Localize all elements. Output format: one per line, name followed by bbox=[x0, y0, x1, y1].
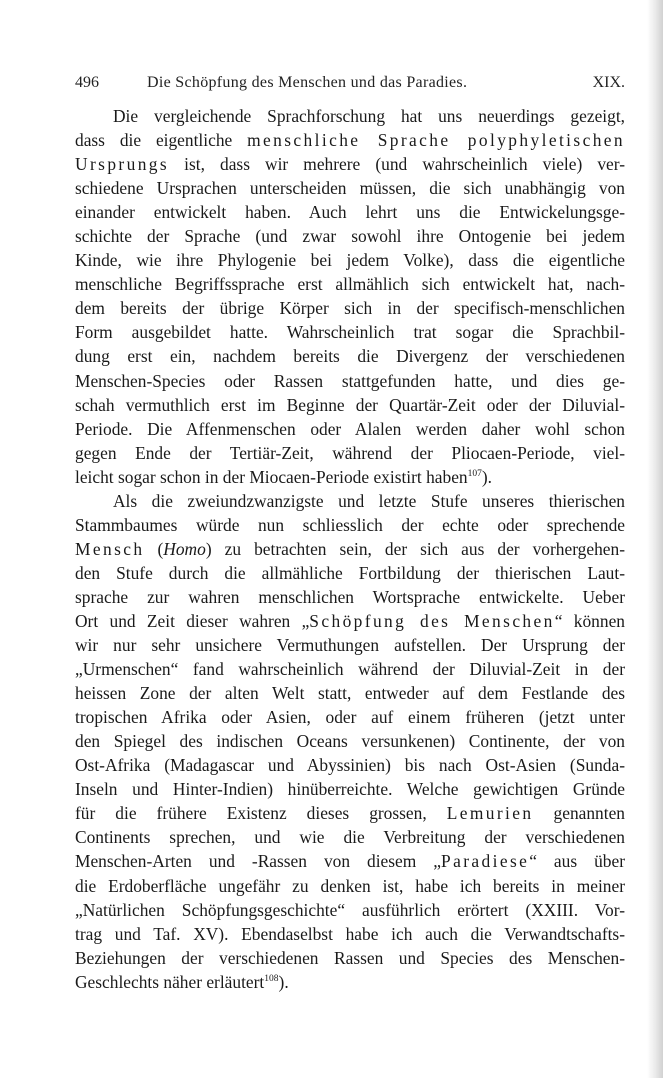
footnote-ref: 107 bbox=[467, 468, 482, 479]
text-segment: schiedene Ursprachen unterscheiden müssen, die sich unabhängig von bbox=[75, 178, 625, 199]
spaced-emphasis: Paradiese bbox=[441, 851, 530, 872]
spaced-emphasis: Schöpfung des Menschen bbox=[309, 610, 555, 631]
text-line bbox=[75, 417, 625, 441]
text-segment: sprache zur wahren menschlichen Wortsprache entwickelte. Ueber bbox=[75, 586, 625, 607]
running-header bbox=[75, 74, 625, 100]
text-line bbox=[75, 369, 625, 393]
running-title: Die Schöpfung des Menschen und das Paradies. bbox=[147, 74, 468, 91]
text-line bbox=[75, 393, 625, 417]
text-line bbox=[75, 200, 625, 224]
text-segment: die Erdoberfläche ungefähr zu denken ist, habe ich bereits in meiner bbox=[75, 875, 625, 896]
text-line bbox=[75, 537, 625, 561]
text-segment: für die frühere Existenz dieses grossen, bbox=[75, 803, 447, 824]
text-segment: tropischen Afrika oder Asien, oder auf einem früheren (jetzt unter bbox=[75, 707, 625, 728]
text-line bbox=[75, 344, 625, 368]
text-line bbox=[75, 657, 625, 681]
spaced-emphasis: Lemurien bbox=[446, 803, 534, 824]
text-line bbox=[75, 681, 625, 705]
text-line bbox=[75, 898, 625, 922]
text-line bbox=[75, 946, 625, 970]
text-segment: schichte der Sprache (und zwar sowohl ihre Ontogenie bei jedem bbox=[75, 226, 625, 247]
text-segment: ). bbox=[481, 466, 493, 487]
chapter-number: XIX. bbox=[592, 74, 625, 91]
text-segment: leicht sogar schon in der Miocaen-Periode existirt haben bbox=[75, 466, 468, 487]
text-segment: „Natürlichen Schöpfungsgeschichte“ ausführlich erörtert (XXIII. Vor- bbox=[75, 899, 625, 920]
text-line bbox=[75, 970, 625, 994]
text-line bbox=[75, 513, 625, 537]
italic-term: Homo bbox=[163, 538, 206, 559]
page-edge-shadow bbox=[647, 0, 663, 1078]
text-line bbox=[75, 753, 625, 777]
text-segment: Continents sprechen, und wie die Verbreitung der verschiedenen bbox=[75, 827, 625, 848]
text-line bbox=[75, 489, 625, 513]
text-line bbox=[75, 777, 625, 801]
text-segment: ist, dass wir mehrere (und wahrscheinlich viele) ver- bbox=[169, 154, 625, 175]
text-line bbox=[75, 874, 625, 898]
text-segment: menschliche Begriffssprache erst allmählich sich entwickelt hat, nach- bbox=[75, 274, 625, 295]
text-line bbox=[75, 248, 625, 272]
text-line bbox=[75, 825, 625, 849]
text-segment: Beziehungen der verschiedenen Rassen und Species des Menschen- bbox=[75, 947, 625, 968]
text-line bbox=[75, 633, 625, 657]
text-line bbox=[75, 296, 625, 320]
text-line bbox=[75, 320, 625, 344]
text-segment: Form ausgebildet hatte. Wahrscheinlich trat sogar die Sprachbil- bbox=[75, 322, 625, 343]
text-segment: Als die zweiundzwanzigste und letzte Stufe unseres thierischen bbox=[113, 490, 625, 511]
text-segment: dem bereits der übrige Körper sich in der specifisch-menschlichen bbox=[75, 298, 625, 319]
text-line bbox=[75, 152, 625, 176]
text-segment: „Urmenschen“ fand wahrscheinlich während der Diluvial-Zeit in der bbox=[75, 659, 625, 680]
text-segment: Menschen-Arten und -Rassen von diesem „ bbox=[75, 851, 441, 872]
text-line bbox=[75, 441, 625, 465]
text-line bbox=[75, 801, 625, 825]
text-line bbox=[75, 176, 625, 200]
footnote-ref: 108 bbox=[264, 973, 279, 984]
text-line bbox=[75, 104, 625, 128]
text-segment: den Spiegel des indischen Oceans versunkenen) Continente, der von bbox=[75, 731, 625, 752]
text-segment: heissen Zone der alten Welt statt, entweder auf dem Festlande des bbox=[75, 683, 625, 704]
text-line bbox=[75, 272, 625, 296]
text-segment: Inseln und Hinter-Indien) hinüberreichte. Welche gewichtigen Gründe bbox=[75, 779, 625, 800]
text-segment: dung erst ein, nachdem bereits die Divergenz der verschiedenen bbox=[75, 346, 625, 367]
text-segment: Periode. Die Affenmenschen oder Alalen werden daher wohl schon bbox=[75, 418, 625, 439]
text-segment: schah vermuthlich erst im Beginne der Quartär-Zeit oder der Diluvial- bbox=[75, 394, 625, 415]
text-line bbox=[75, 922, 625, 946]
text-segment: ). bbox=[278, 971, 289, 992]
text-segment: den Stufe durch die allmähliche Fortbildung der thierischen Laut- bbox=[75, 562, 625, 583]
text-line bbox=[75, 128, 625, 152]
text-segment: Die vergleichende Sprachforschung hat uns neuerdings gezeigt, bbox=[113, 106, 625, 126]
text-line bbox=[75, 849, 625, 873]
text-segment: Menschen-Species oder Rassen stattgefunden hatte, und dies ge- bbox=[75, 370, 625, 391]
text-line bbox=[75, 465, 625, 489]
text-line bbox=[75, 585, 625, 609]
spaced-emphasis: Ursprungs bbox=[75, 154, 170, 175]
text-segment: genannten bbox=[533, 803, 625, 824]
spaced-emphasis: Mensch bbox=[75, 538, 145, 559]
text-segment: Ort und Zeit dieser wahren „ bbox=[75, 610, 310, 631]
page-number: 496 bbox=[75, 74, 99, 91]
text-segment: Stammbaumes würde nun schliesslich der echte oder sprechende bbox=[75, 514, 625, 535]
text-segment: Geschlechts näher erläutert bbox=[75, 971, 265, 992]
text-segment: “ können bbox=[554, 610, 625, 631]
body-text bbox=[75, 104, 625, 994]
text-segment: Kinde, wie ihre Phylogenie bei jedem Volke), dass die eigentliche bbox=[75, 250, 625, 271]
text-line bbox=[75, 705, 625, 729]
spaced-emphasis: menschliche Sprache polyphyletischen bbox=[247, 130, 625, 151]
text-segment: einander entwickelt haben. Auch lehrt uns die Entwickelungsge- bbox=[75, 202, 625, 223]
text-segment: wir nur sehr unsichere Vermuthungen aufstellen. Der Ursprung der bbox=[75, 635, 625, 656]
text-segment: dass die eigentliche bbox=[75, 130, 248, 151]
text-line bbox=[75, 729, 625, 753]
text-segment: Ost-Afrika (Madagascar und Abyssinien) bis nach Ost-Asien (Sunda- bbox=[75, 755, 625, 776]
text-line bbox=[75, 224, 625, 248]
text-segment: trag und Taf. XV). Ebendaselbst habe ich auch die Verwandtschafts- bbox=[75, 923, 625, 944]
text-segment: ) zu betrachten sein, der sich aus der vorhergehen- bbox=[205, 538, 626, 559]
text-segment: ( bbox=[144, 538, 164, 559]
text-line bbox=[75, 609, 625, 633]
text-segment: gegen Ende der Tertiär-Zeit, während der Pliocaen-Periode, viel- bbox=[75, 442, 625, 463]
text-line bbox=[75, 561, 625, 585]
text-segment: “ aus über bbox=[529, 851, 626, 872]
